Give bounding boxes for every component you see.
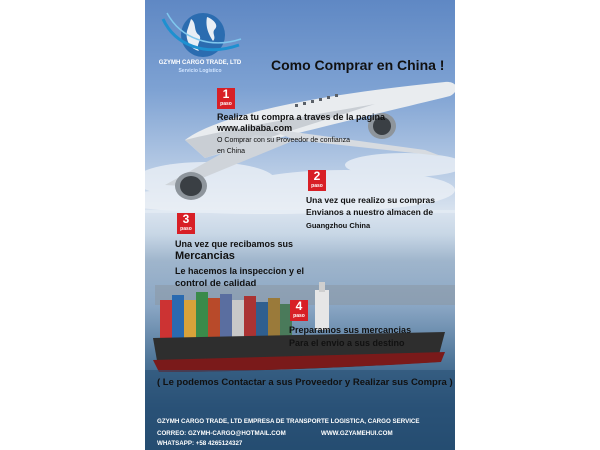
- step-2-line-2: Envianos a nuestro almacen de: [306, 207, 434, 217]
- step-4-badge: [290, 300, 308, 321]
- step-4-line-2: Para el envio a sus destino: [289, 338, 405, 348]
- step-2-line-1: Una vez que realizo su compras: [306, 195, 435, 205]
- step-4-line-1: Preparamos sus mercancias: [289, 325, 412, 335]
- step-4-label: paso: [293, 313, 305, 319]
- brand-tagline: Servicio Logistico: [178, 68, 222, 74]
- page-title: Como Comprar en China !: [271, 57, 445, 73]
- footer-website: WWW.GZYAMEHUI.COM: [321, 430, 393, 437]
- step-1-line-1: Realiza tu compra a traves de la pagina: [217, 112, 386, 122]
- step-3-badge: [177, 213, 195, 234]
- step-1-line-2: www.alibaba.com: [217, 123, 293, 133]
- step-1-line-4: en China: [217, 148, 246, 155]
- step-3-line-3: Le hacemos la inspeccion y el: [175, 266, 305, 276]
- step-2-number: 2: [313, 169, 321, 183]
- brand-name: GZYMH CARGO TRADE, LTD: [158, 60, 242, 66]
- step-1-line-3: O Comprar con su Proveedor de confianza: [217, 137, 351, 144]
- step-1-label: paso: [220, 101, 232, 107]
- step-2-line-3: Guangzhou China: [306, 221, 371, 230]
- poster: [145, 0, 455, 450]
- step-3-label: paso: [180, 226, 192, 232]
- step-3-line-2: Mercancias: [175, 250, 235, 262]
- step-2-label: paso: [311, 183, 323, 189]
- footer-whatsapp: WHATSAPP: +58 4265124327: [157, 440, 243, 447]
- step-2-badge: [308, 170, 326, 191]
- step-1-badge: [217, 88, 235, 109]
- contact-banner: ( Le podemos Contactar a sus Proveedor y Realizar sus Compra ): [157, 377, 453, 388]
- step-3-line-4: control de calidad: [175, 278, 257, 289]
- step-3-number: 3: [182, 212, 190, 226]
- footer-email: CORREO: GZYMH-CARGO@HOTMAIL.COM: [157, 430, 286, 437]
- step-1-number: 1: [222, 87, 230, 101]
- footer-company: GZYMH CARGO TRADE, LTD EMPRESA DE TRANSPORTE LOGISTICA, CARGO SERVICE: [157, 418, 420, 425]
- step-3-line-1: Una vez que recibamos sus: [175, 239, 294, 249]
- globe-icon: [163, 13, 241, 57]
- step-4-number: 4: [295, 299, 303, 313]
